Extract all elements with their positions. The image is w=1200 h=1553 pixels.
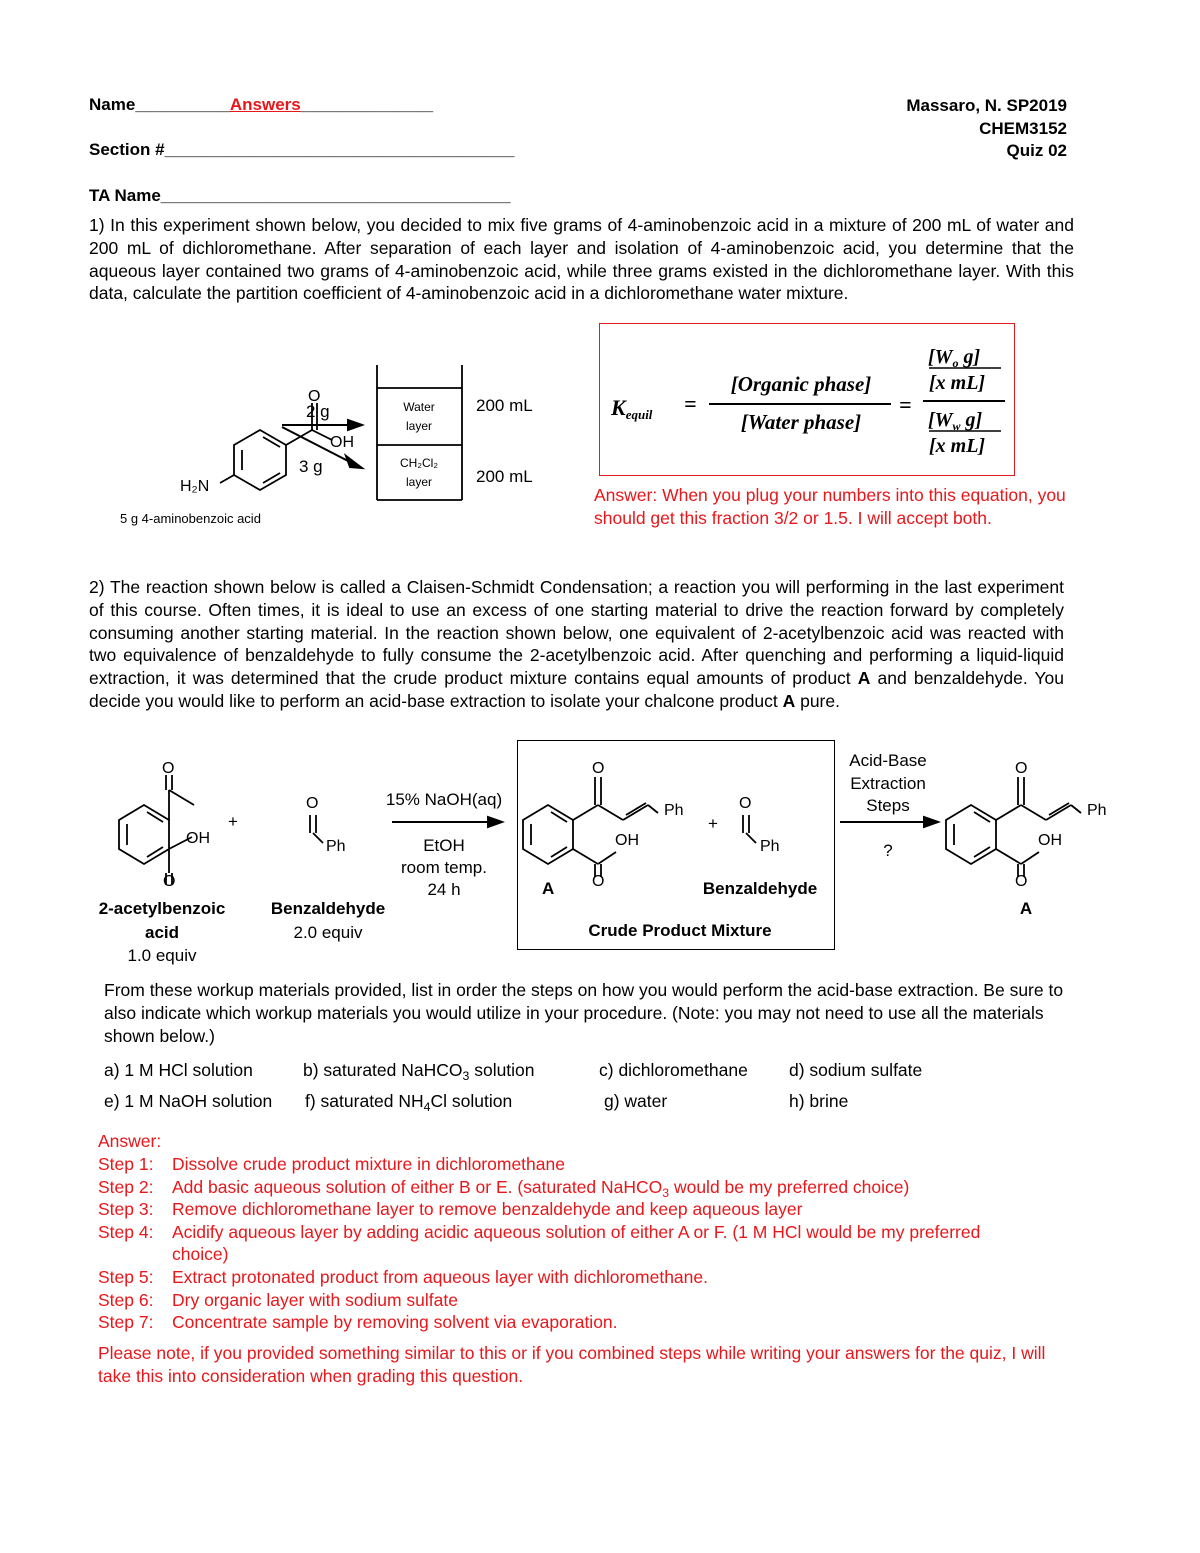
water-layer-label-1: Water xyxy=(403,400,435,414)
reaction-arrow-head xyxy=(488,817,502,827)
final-o-label: O xyxy=(1015,760,1028,777)
arrow-bottom-label: 3 g xyxy=(299,457,323,476)
condition-3: room temp. xyxy=(401,858,487,877)
k-symbol: Kequil xyxy=(611,395,653,422)
q1-answer: Answer: When you plug your numbers into this equation, you should get this fraction 3/2 or 1.5. I will accept both. xyxy=(594,485,1066,528)
workup-prompt: From these workup materials provided, list in order the steps on how you would perform the acid-base extraction. Be sure to also indicate which workup materials you would utilize in your procedure. (Note: you may not need to use all the materials shown below.) xyxy=(104,980,1064,1046)
material-f: f) saturated $NH_4Cl$ solution xyxy=(305,1091,513,1114)
volume-top: 200 mL xyxy=(476,396,533,415)
water-layer-label-2: layer xyxy=(405,419,433,433)
extraction-label-2: Extraction xyxy=(850,774,926,793)
q2-answer-note: Please note, if you provided something similar to this or if you combined steps while writing your answers for the quiz, I will take this into consideration when grading this question. xyxy=(98,1343,1046,1386)
compound-caption: 5 g 4-aminobenzoic acid xyxy=(120,511,261,526)
crude-product-a: A xyxy=(542,879,555,898)
dcm-layer-label-1: CH₂Cl₂ xyxy=(400,456,438,470)
answer-step: Step 6: Dry organic layer with sodium sulfate xyxy=(98,1289,458,1310)
answer-step: Step 7: Concentrate sample by removing solvent via evaporation. xyxy=(98,1312,618,1333)
material-d: d) sodium sulfate xyxy=(789,1060,923,1080)
denominator: [Water phase] xyxy=(740,410,862,434)
condition-4: 24 h xyxy=(427,880,461,899)
equilibrium-formula xyxy=(601,325,1013,473)
plus-2: + xyxy=(708,814,718,833)
crude-product-caption: Crude Product Mixture xyxy=(588,921,772,940)
ta-name-line: TA Name_____________________________________ xyxy=(89,186,511,205)
answer-step: Step 2: Add basic aqueous solution of either B or E. (saturated NaHCO$_3$ would be my preferred choice) xyxy=(98,1176,910,1200)
condition-2: EtOH xyxy=(423,836,465,855)
o-label: O xyxy=(308,388,321,405)
course-info xyxy=(906,95,1067,163)
q1-scheme xyxy=(80,355,600,530)
h2n-label: H₂N xyxy=(180,478,210,495)
material-a: a) 1 M HCl solution xyxy=(104,1060,253,1080)
x-ml-2: [x mL] xyxy=(929,435,986,457)
material-h: h) brine xyxy=(789,1091,849,1111)
sm2-equiv: 2.0 equiv xyxy=(293,923,363,942)
extraction-arrow-head xyxy=(924,817,938,827)
section-label: Section # xyxy=(89,140,165,159)
equals-1: = xyxy=(684,391,697,416)
sm1-name-2: acid xyxy=(144,923,180,942)
sm1-o-label-2: O xyxy=(163,873,176,890)
arrow-top-label: 2 g xyxy=(306,402,330,421)
author: Massaro, N. SP2019 xyxy=(906,96,1067,115)
arrow-head-bottom xyxy=(346,456,362,468)
wo-term: [$W_o$ g] xyxy=(928,346,981,370)
quiz-number: Quiz 02 xyxy=(1006,141,1067,161)
prod-o-label: O xyxy=(592,760,605,777)
answer-step: Step 1: Dissolve crude product mixture in dichloromethane xyxy=(98,1154,565,1174)
answer-step: Step 4: Acidify aqueous layer by adding acidic aqueous solution of either A or F. (1 M HCl would be my preferred xyxy=(98,1221,981,1242)
sm1-o-label: O xyxy=(162,760,175,777)
answer-step: Step 3: Remove dichloromethane layer to remove benzaldehyde and keep aqueous layer xyxy=(98,1199,803,1220)
volume-bottom: 200 mL xyxy=(476,467,533,486)
ta-label: TA Name xyxy=(89,186,161,205)
q2-answer-steps xyxy=(98,1153,1098,1334)
question-2-text: 2) The reaction shown below is called a Claisen-Schmidt Condensation; a reaction you will performing in the last experiment of this course. Often times, it is ideal to use an excess of one starting material to drive the reaction forward by completely consuming another starting material. In the reaction shown below, one equivalent of 2-acetylbenzoic acid was reacted with two equivalence of benzaldehyde to fully consume the 2-acetylbenzoic acid. After quenching and performing a liquid-liquid extraction, it was determined that the crude product mixture contains equal amounts of product A and benzaldehyde. You decide you would like to perform an acid-base extraction to isolate your chalcone product A pure. xyxy=(89,577,1065,711)
section-line: Section #_____________________________________ xyxy=(89,140,515,159)
question-1-text: 1) In this experiment shown below, you decided to mix five grams of 4-aminobenzoic acid in a mixture of 200 mL of water and 200 mL of dichloromethane. After separation of each layer and isolation of 4-aminobenzoic acid, you determine that the aqueous layer contained two grams of 4-aminobenzoic acid, while three grams existed in the dichloromethane layer. With this data, calculate the partition coefficient of 4-aminobenzoic acid in a dichloromethane water mixture. xyxy=(89,215,1074,304)
extraction-label-3: Steps xyxy=(866,796,910,815)
arrow-head-top xyxy=(348,420,362,430)
crude-benzaldehyde: Benzaldehyde xyxy=(702,879,818,898)
sm2-ph-label: Ph xyxy=(326,838,346,855)
sm1-oh-label: OH xyxy=(186,830,210,847)
crude-benz-o-label: O xyxy=(739,795,752,812)
sm1-name-1: 2-acetylbenzoic xyxy=(98,899,226,918)
condition-1: 15% NaOH(aq) xyxy=(385,790,503,809)
answer-step: Step 5: Extract protonated product from aqueous layer with dichloromethane. xyxy=(98,1266,708,1287)
q2-answer-label: Answer: xyxy=(98,1131,162,1151)
sm2-name: Benzaldehyde xyxy=(270,899,386,918)
oh-label: OH xyxy=(330,434,354,451)
crude-benz-ph-label: Ph xyxy=(760,838,780,855)
q2-scheme xyxy=(80,745,1140,970)
final-ph-label: Ph xyxy=(1087,802,1107,819)
final-product-a: A xyxy=(1019,899,1033,918)
material-g: g) water xyxy=(604,1091,668,1111)
numerator: [Organic phase] xyxy=(730,372,872,396)
answer-step-continued: choice) xyxy=(172,1244,229,1265)
name-label: Name xyxy=(89,95,136,114)
material-c: c) dichloromethane xyxy=(599,1060,748,1080)
extraction-question: ? xyxy=(883,841,893,860)
extraction-label-1: Acid-Base xyxy=(849,751,927,770)
material-e: e) 1 M NaOH solution xyxy=(104,1091,273,1111)
name-answer: Answers xyxy=(229,95,301,114)
course-code: CHEM3152 xyxy=(979,118,1067,138)
dcm-layer-label-2: layer xyxy=(405,475,433,489)
material-b: b) saturated NaHCO$_3$ solution xyxy=(303,1060,535,1083)
final-o-label-2: O xyxy=(1015,873,1028,890)
plus-1: + xyxy=(228,812,238,831)
prod-oh-label: OH xyxy=(615,832,639,849)
prod-o-label-2: O xyxy=(592,873,605,890)
equals-2: = xyxy=(899,392,912,417)
prod-ph-label: Ph xyxy=(664,802,684,819)
sm2-o-label: O xyxy=(306,795,319,812)
x-ml-1: [x mL] xyxy=(929,372,986,394)
sm1-equiv: 1.0 equiv xyxy=(127,946,197,965)
ww-term: [$W_w$ g] xyxy=(928,409,983,433)
name-line: Name__________Answers______________ xyxy=(89,95,434,114)
final-oh-label: OH xyxy=(1038,832,1062,849)
